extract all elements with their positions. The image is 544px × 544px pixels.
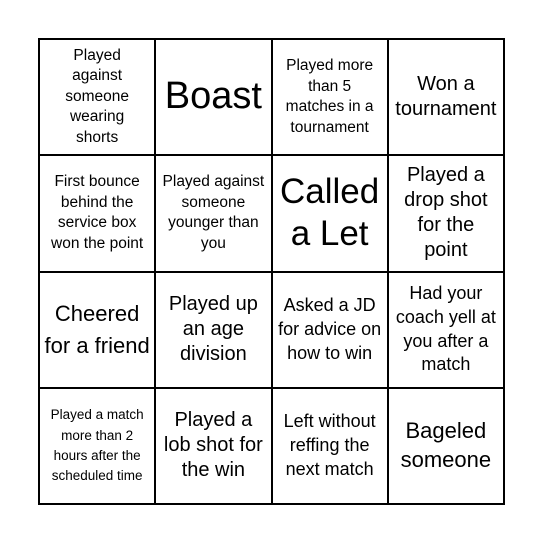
cell-text: Won a tournament bbox=[395, 73, 497, 121]
bingo-cell[interactable] bbox=[156, 40, 272, 156]
cell-text: Called a Let bbox=[280, 172, 380, 254]
bingo-cell[interactable] bbox=[273, 40, 389, 156]
bingo-cell[interactable] bbox=[389, 40, 505, 156]
cell-text: Played up an age division bbox=[168, 293, 258, 366]
bingo-cell[interactable] bbox=[156, 389, 272, 505]
bingo-cell[interactable] bbox=[273, 389, 389, 505]
bingo-cell[interactable] bbox=[156, 273, 272, 389]
cell-text: Played a lob shot for the win bbox=[163, 409, 263, 482]
bingo-cell[interactable] bbox=[40, 40, 156, 156]
cell-text: Boast bbox=[164, 75, 262, 118]
bingo-cell[interactable] bbox=[40, 156, 156, 272]
cell-text: Played more than 5 matches in a tournament bbox=[285, 56, 374, 136]
cell-text: Played against someone wearing shorts bbox=[65, 46, 129, 147]
cell-text: Bageled someone bbox=[400, 418, 492, 472]
bingo-cell[interactable] bbox=[40, 389, 156, 505]
bingo-cell[interactable] bbox=[389, 156, 505, 272]
cell-text: Played a drop shot for the point bbox=[404, 164, 488, 262]
bingo-cell[interactable] bbox=[389, 389, 505, 505]
bingo-board bbox=[38, 38, 505, 505]
cell-text: Played against someone younger than you bbox=[162, 173, 265, 252]
bingo-cell[interactable] bbox=[389, 273, 505, 389]
cell-text: Asked a JD for advice on how to win bbox=[278, 295, 382, 363]
bingo-cell[interactable] bbox=[40, 273, 156, 389]
cell-text: Left without reffing the next match bbox=[283, 411, 376, 479]
cell-text: Cheered for a friend bbox=[44, 300, 150, 358]
cell-text: Had your coach yell at you after a match bbox=[395, 283, 496, 375]
cell-text: First bounce behind the service box won the point bbox=[51, 173, 144, 252]
cell-text: Played a match more than 2 hours after the scheduled time bbox=[50, 407, 144, 484]
bingo-cell[interactable] bbox=[156, 156, 272, 272]
bingo-cell[interactable] bbox=[273, 156, 389, 272]
bingo-cell[interactable] bbox=[273, 273, 389, 389]
